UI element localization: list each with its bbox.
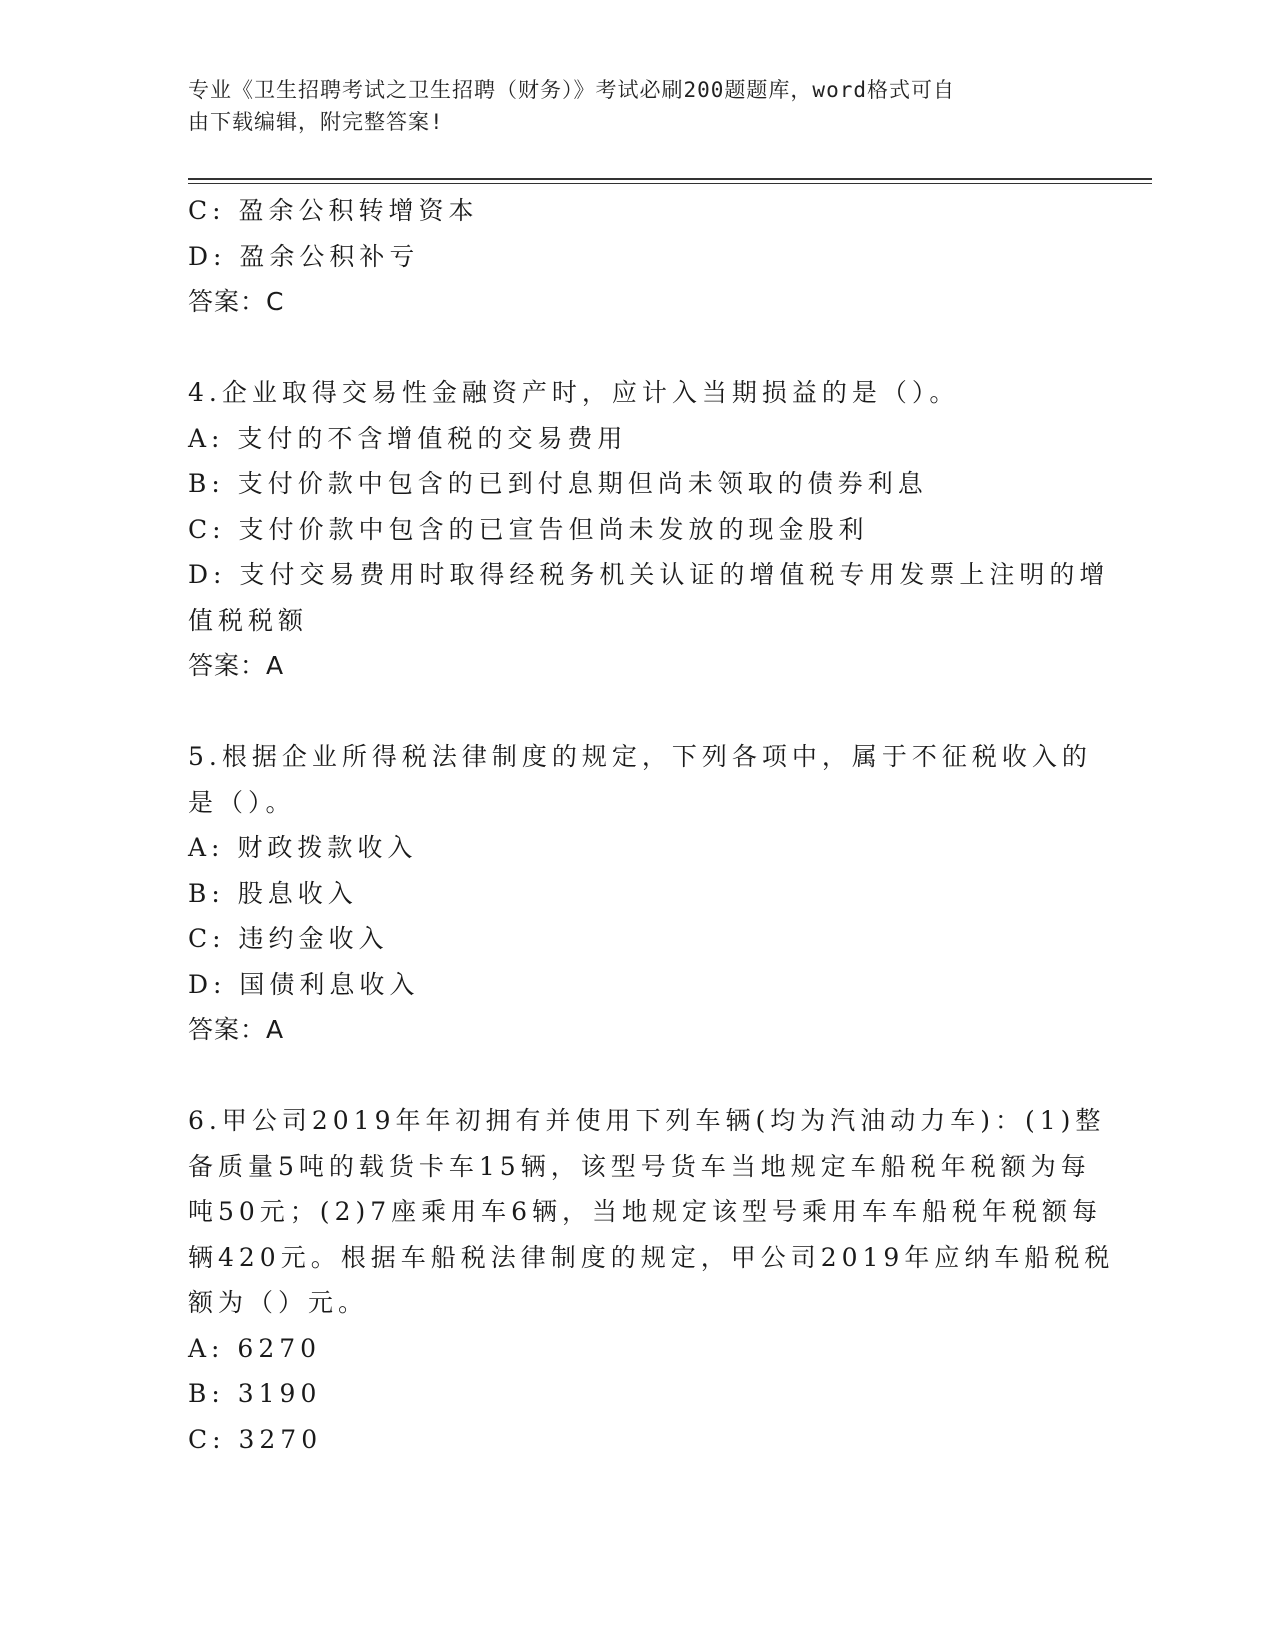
header-divider-thick	[188, 178, 1152, 180]
spacer	[188, 689, 1088, 735]
q4-answer: 答案：A	[188, 651, 285, 680]
header-divider-thin	[188, 183, 1152, 184]
header-title-line-2: 由下载编辑，附完整答案!	[188, 110, 444, 134]
q5-option-a: A: 财政拨款收入	[188, 833, 418, 862]
q5-stem-line-2: 是（）。	[188, 787, 296, 817]
q3-answer: 答案：C	[188, 287, 285, 316]
document-header	[188, 74, 1068, 138]
q3-option-c: C: 盈余公积转增资本	[188, 196, 479, 225]
q5-answer: 答案：A	[188, 1015, 285, 1044]
q5-stem-line-1: 5.根据企业所得税法律制度的规定，下列各项中，属于不征税收入的	[188, 742, 1092, 771]
q4-option-a: A: 支付的不含增值税的交易费用	[188, 423, 628, 453]
q4-option-d-line-1: D: 支付交易费用时取得经税务机关认证的增值税专用发票上注明的增	[188, 560, 1110, 589]
spacer	[188, 325, 1088, 371]
q6-stem-line-5: 额为（）元。	[188, 1288, 369, 1317]
q5-option-b: B: 股息收入	[188, 878, 358, 908]
q6-option-c: C: 3270	[188, 1424, 323, 1454]
question-5	[188, 734, 1092, 1053]
q5-option-d: D: 国债利息收入	[188, 969, 420, 999]
q4-option-d-line-2: 值税税额	[188, 605, 309, 635]
q6-stem-line-4: 辆420元。根据车船税法律制度的规定，甲公司2019年应纳车船税税	[188, 1242, 1115, 1272]
spacer	[188, 1053, 1088, 1099]
q3-option-d: D: 盈余公积补亏	[188, 241, 420, 271]
question-4	[188, 370, 1110, 689]
q4-option-c: C: 支付价款中包含的已宣告但尚未发放的现金股利	[188, 514, 869, 544]
q6-option-a: A: 6270	[188, 1333, 322, 1363]
q6-option-b: B: 3190	[188, 1379, 322, 1408]
q5-option-c: C: 违约金收入	[188, 924, 389, 953]
question-content	[188, 188, 1115, 1462]
q6-stem-line-3: 吨50元；(2)7座乘用车6辆，当地规定该型号乘用车车船税年税额每	[188, 1197, 1103, 1226]
question-6	[188, 1098, 1115, 1462]
q6-stem-line-2: 备质量5吨的载货卡车15辆，该型号货车当地规定车船税年税额为每	[188, 1151, 1091, 1181]
q4-stem: 4.企业取得交易性金融资产时，应计入当期损益的是（）。	[188, 378, 960, 407]
q4-option-b: B: 支付价款中包含的已到付息期但尚未领取的债券利息	[188, 469, 928, 498]
header-title-line-1: 专业《卫生招聘考试之卫生招聘（财务）》考试必刷200题题库，word格式可自	[188, 78, 955, 102]
question-3-tail	[188, 188, 1088, 325]
q6-stem-line-1: 6.甲公司2019年年初拥有并使用下列车辆(均为汽油动力车)：(1)整	[188, 1106, 1106, 1135]
